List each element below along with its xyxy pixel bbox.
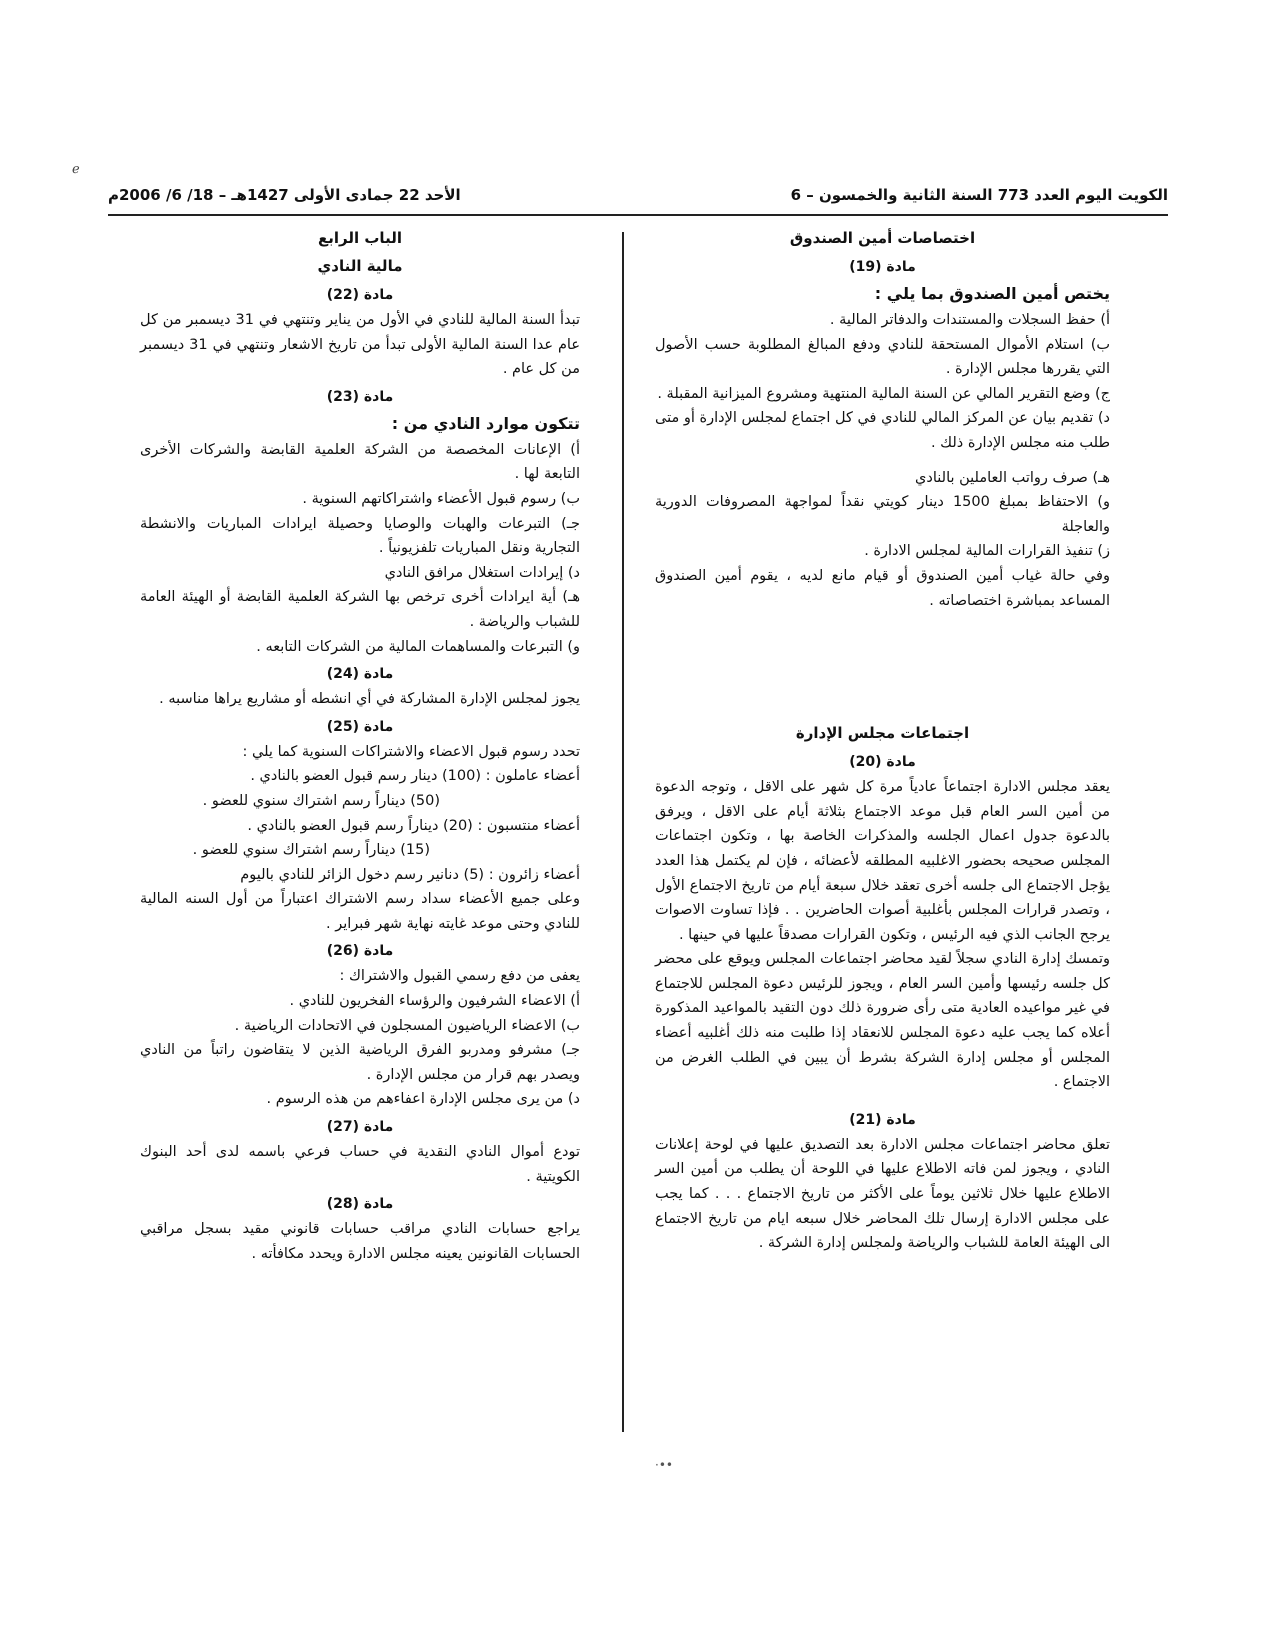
- article-22-paragraph: تبدأ السنة المالية للنادي في الأول من يناير وتنتهي في 31 ديسمبر من كل عام عدا السنة المالية الأولى تبدأ من تاريخ الاشعار وتنتهي في 31 ديسمبر من كل عام .: [140, 312, 581, 378]
- article-25-item: تحدد رسوم قبول الاعضاء والاشتراكات السنوية كما يلي :: [242, 743, 580, 760]
- article-27-label: مادة (27): [326, 1119, 394, 1136]
- chapter-title: مالية النادي: [317, 257, 403, 275]
- article-26-item: جـ) مشرفو ومدربو الفرق الرياضية الذين لا يتقاضون راتباً من النادي ويصدر بهم قرار من مجلس الإدارة .: [140, 1042, 580, 1083]
- article-19-item: ب) استلام الأموال المستحقة للنادي ودفع المبالغ المطلوبة حسب الأصول التي يقررها مجلس الإدارة .: [655, 336, 1110, 378]
- page-edge-mark: ℯ: [72, 162, 80, 177]
- page-header: [108, 182, 1168, 212]
- scan-mark: ••·: [655, 1458, 673, 1472]
- article-25-item: أعضاء منتسبون : (20) ديناراً رسم قبول العضو بالنادي .: [247, 817, 580, 834]
- article-23-label: مادة (23): [326, 388, 394, 405]
- article-25-item: وعلى جميع الأعضاء سداد رسم الاشتراك اعتباراً من أول السنه المالية للنادي وحتى موعد غايته نهاية شهر فبراير .: [140, 891, 580, 932]
- article-23-lead: تتكون موارد النادي من :: [391, 413, 580, 433]
- article-23-item: أ) الإعانات المخصصة من الشركة العلمية القابضة والشركات الأخرى التابعة لها .: [140, 441, 580, 483]
- article-19-item: ز) تنفيذ القرارات المالية لمجلس الادارة .: [864, 543, 1110, 560]
- article-26-item: يعفى من دفع رسمي القبول والاشتراك :: [339, 968, 580, 985]
- article-26-item: ب) الاعضاء الرياضيون المسجلون في الاتحادات الرياضية .: [234, 1017, 580, 1034]
- article-28-paragraph: يراجع حسابات النادي مراقب حسابات قانوني مقيد بسجل مراقبي الحسابات القانونين يعينه مجلس الادارة ويحدد مكافأته .: [140, 1221, 580, 1262]
- article-20-paragraph: يعقد مجلس الادارة اجتماعاً عادياً مرة كل شهر على الاقل ، وتوجه الدعوة من أمين السر العام قبل موعد الاجتماع بثلاثة أيام على الاقل ، ويرفق بالدعوة جدول اعمال الجلسه والمذكرات الخاصة بها ، وتكون اجتماعات المجلس صحيحه بحضور الاغلبيه المطلقه لأعضائه ، فإن لم يكتمل هذا العدد يؤجل الاجتماع الى جلسه أخرى تعقد خلال سبعة أيام من تاريخ الاجتماع الأول ، وتصدر قرارات المجلس بأغلبية أصوات الحاضرين . . فإذا تساوت الاصوات يرجح الجانب الذي فيه الرئيس ، وتكون القرارات مصدقاً عليها في حينها .: [655, 779, 1110, 943]
- article-23-item: جـ) التبرعات والهبات والوصايا وحصيلة ايرادات المباريات والانشطة التجارية ونقل المباريات تلفزيونياً .: [140, 515, 580, 557]
- article-26-item: د) من يرى مجلس الإدارة اعفاءهم من هذه الرسوم .: [266, 1091, 580, 1108]
- section-title-treasurer: اختصاصات أمين الصندوق: [789, 229, 976, 247]
- article-19-item: و) الاحتفاظ بمبلغ 1500 دينار كويتي نقداً لمواجهة المصروفات الدورية والعاجلة: [655, 494, 1110, 535]
- article-19-closing: وفي حالة غياب أمين الصندوق أو قيام مانع لديه ، يقوم أمين الصندوق المساعد بمباشرة اختصاصاته .: [655, 567, 1110, 609]
- header-issue-info: الكويت اليوم العدد 773 السنة الثانية والخمسون – 6: [790, 186, 1168, 204]
- article-27-paragraph: تودع أموال النادي النقدية في حساب فرعي باسمه لدى أحد البنوك الكويتية .: [140, 1144, 580, 1185]
- article-19-item: د) تقديم بيان عن المركز المالي للنادي في كل اجتماع لمجلس الإدارة أو متى طلب منه مجلس الإدارة ذلك .: [655, 410, 1110, 451]
- article-19-item: ج) وضع التقرير المالي عن السنة المالية المنتهية ومشروع الميزانية المقبلة .: [657, 385, 1110, 402]
- article-26-label: مادة (26): [326, 943, 394, 960]
- article-24-paragraph: يجوز لمجلس الإدارة المشاركة في أي انشطه أو مشاريع يراها مناسبه .: [159, 691, 580, 708]
- article-24-label: مادة (24): [326, 666, 394, 683]
- article-25-label: مادة (25): [326, 718, 394, 735]
- article-23-item: هـ) أية ايرادات أخرى ترخص بها الشركة العلمية القابضة أو الهيئة العامة للشباب والرياضة .: [140, 589, 580, 630]
- header-rule: [108, 214, 1168, 216]
- section-title-board-meetings: اجتماعات مجلس الإدارة: [795, 724, 970, 743]
- article-26-item: أ) الاعضاء الشرفيون والرؤساء الفخريون للنادي .: [289, 993, 580, 1010]
- left-column: [140, 224, 580, 1266]
- article-20-paragraph: وتمسك إدارة النادي سجلاً لقيد محاضر اجتماعات المجلس ويوقع على محضر كل جلسه رئيسها وأمين السر العام ، ويجوز للرئيس دعوة المجلس للاجتماع في غير مواعيده العادية متى رأى ضرورة ذلك دون التقيد بالمواعيد المذكورة أعلاه كما يجب عليه دعوة المجلس للانعقاد إذا طلبت منه ذلك أغلبيه أعضاء المجلس أو مجلس إدارة الشركة بشرط أن يبين في الطلب الغرض من الاجتماع .: [655, 951, 1110, 1091]
- article-23-item: ب) رسوم قبول الأعضاء واشتراكاتهم السنوية .: [302, 490, 580, 507]
- right-column: [655, 224, 1110, 1256]
- article-20-label: مادة (20): [849, 754, 916, 771]
- article-25-item: (50) ديناراً رسم اشتراك سنوي للعضو .: [202, 792, 440, 809]
- article-19-item: أ) حفظ السجلات والمستندات والدفاتر المالية .: [829, 312, 1110, 328]
- article-25-item: أعضاء عاملون : (100) دينار رسم قبول العضو بالنادي .: [250, 768, 580, 785]
- header-date: الأحد 22 جمادى الأولى 1427هـ – 18/ 6/ 2006م: [108, 186, 461, 204]
- column-divider: [622, 232, 624, 1432]
- article-25-item: أعضاء زائرون : (5) دنانير رسم دخول الزائر للنادي باليوم: [240, 866, 580, 883]
- chapter-heading: الباب الرابع: [318, 229, 402, 247]
- article-25-item: (15) ديناراً رسم اشتراك سنوي للعضو .: [192, 842, 430, 859]
- article-19-item: هـ) صرف رواتب العاملين بالنادي: [915, 469, 1110, 486]
- article-23-item: د) إيرادات استغلال مرافق النادي: [384, 564, 580, 581]
- article-22-label: مادة (22): [326, 287, 394, 303]
- article-19-label: مادة (19): [849, 259, 916, 275]
- article-28-label: مادة (28): [326, 1196, 394, 1213]
- article-19-lead: يختص أمين الصندوق بما يلي :: [874, 284, 1110, 303]
- article-23-item: و) التبرعات والمساهمات المالية من الشركات التابعه .: [256, 638, 580, 655]
- article-21-label: مادة (21): [849, 1111, 916, 1128]
- article-21-paragraph: تعلق محاضر اجتماعات مجلس الادارة بعد التصديق عليها في لوحة إعلانات النادي ، ويجوز لمن فاته الاطلاع عليها في اللوحة أن يطلب من أمين السر الاطلاع عليها خلال ثلاثين يوماً على الأكثر من تاريخ الاجتماع . . . كما يجب على مجلس الادارة إرسال تلك المحاضر خلال سبعه ايام من تاريخ الاجتماع الى الهيئة العامة للشباب والرياضة ولمجلس إدارة الشركة .: [655, 1136, 1110, 1252]
